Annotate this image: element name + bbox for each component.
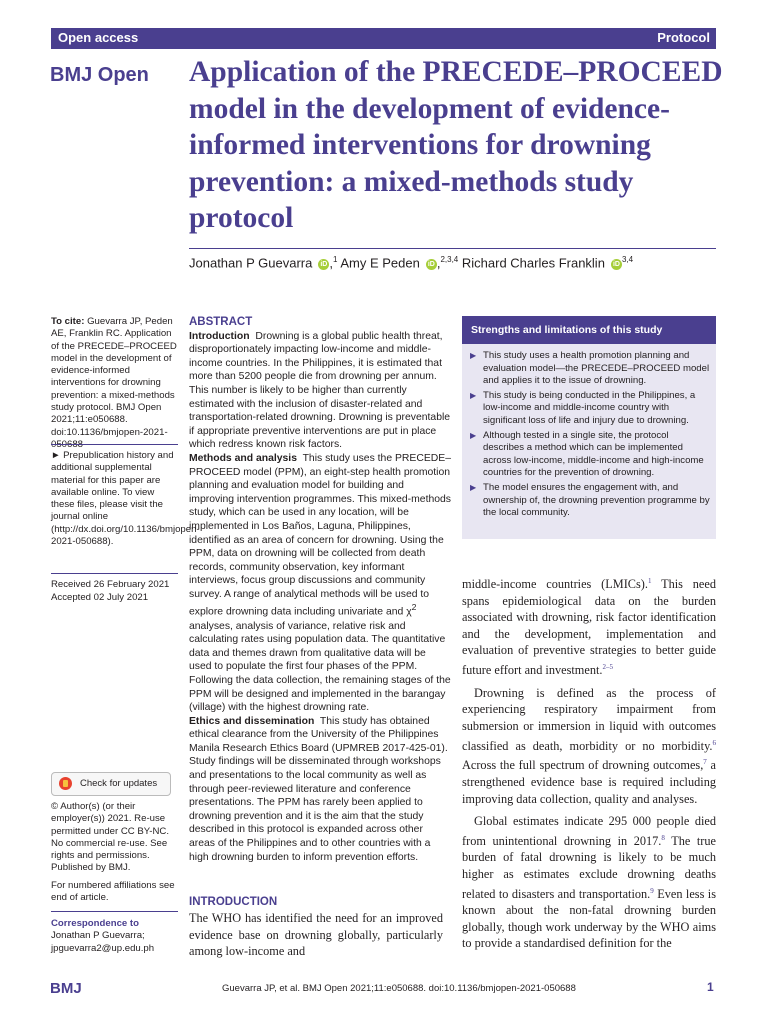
abstract-heading: ABSTRACT xyxy=(189,316,253,328)
orcid-icon[interactable]: iD xyxy=(612,261,620,269)
reference-link[interactable]: 6 xyxy=(712,738,716,747)
open-access-label: Open access xyxy=(58,30,139,45)
affiliations-note: For numbered affiliations see end of article. xyxy=(51,880,175,904)
text-run: Global estimates indicate 295 000 people died from unintentional drowning in 2017. xyxy=(462,814,716,848)
abstract-section-text: Drowning is a global public health threat, disproportionately impacting low-income and middle-income countries. In the Philippines, it is estimated that more than 5200 people die from drowning per annum. This number is likely to be higher than currently estimated with the inclusion of disaster-related and transportation-related drowning. Drowning is preventable if appropriate preventive interventions are put in place which redress known risk factors. xyxy=(189,330,451,451)
abstract-section-label: Introduction xyxy=(189,330,250,342)
crossmark-icon xyxy=(59,777,72,790)
paragraph xyxy=(462,813,716,952)
abstract-methods xyxy=(189,452,451,715)
correspondence-block xyxy=(51,918,179,955)
footer-citation: Guevarra JP, et al. BMJ Open 2021;11:e050688. doi:10.1136/bmjopen-2021-050688 xyxy=(222,983,576,994)
accepted-date: Accepted 02 July 2021 xyxy=(51,592,149,603)
footer-logo[interactable]: BMJ xyxy=(50,980,82,997)
list-item: ▶ Although tested in a single site, the protocol describes a method which can be implemented across low-income, middle-income and high-income countries for the prevention of drowning. xyxy=(470,430,712,480)
received-date: Received 26 February 2021 xyxy=(51,579,170,590)
superscript: 2 xyxy=(411,602,417,613)
sidebar-divider xyxy=(51,444,178,445)
text-run: Even less is known about the non-fatal drowning burden globally, though work underway by the WHO aims to provide a standardised definition for the xyxy=(462,886,717,951)
text-run: Drowning is defined as the process of experiencing respiratory impairment from submersion or immersion in liquid with outcomes classified as death, morbidity or no morbidity. xyxy=(462,685,716,753)
reference-link[interactable]: 2–5 xyxy=(602,663,613,672)
abstract-introduction xyxy=(189,330,451,452)
reference-link[interactable]: 1 xyxy=(647,577,652,585)
copyright-note: © Author(s) (or their employer(s)) 2021. Re-use permitted under CC BY-NC. No commercial re-use. See rights and permissions. Published by BMJ. xyxy=(51,801,170,874)
journal-logo[interactable]: BMJ Open xyxy=(50,64,149,86)
list-item: ▶ The model ensures the engagement with, and ownership of, the drowning prevention programme by the local community. xyxy=(470,482,712,520)
reference-link[interactable]: 8 xyxy=(661,833,665,842)
author-affiliation: 1 xyxy=(332,255,338,264)
correspondence-heading: Correspondence to xyxy=(51,918,139,929)
author-name[interactable]: Amy E Peden xyxy=(340,255,420,271)
author-name[interactable]: Jonathan P Guevarra xyxy=(189,255,313,271)
citation-block xyxy=(51,316,179,451)
cite-text: Guevarra JP, Peden AE, Franklin RC. Application of the PRECEDE–PROCEED model in the development of evidence-informed interventions for drowning prevention: a mixed-methods study protocol. BMJ Open 2021;11:e050688. doi:10.1136/bmjopen-2021- xyxy=(51,316,177,438)
abstract xyxy=(189,316,451,864)
list-item: ▶ This study uses a health promotion planning and evaluation model—the PRECEDE–PROCEED model and applies it to the issue of drowning. xyxy=(470,350,712,388)
reference-link[interactable]: 9 xyxy=(650,886,654,895)
reference-link[interactable]: 7 xyxy=(703,758,707,767)
title-divider xyxy=(189,248,716,249)
abstract-section-text: This study uses the PRECEDE–PROCEED model (PPM), an eight-step health promotion planning and evaluation model for building and improving intervention programmes. This mixed-methods study, which can be used in any location, will be implemented in Los Baños, Laguna, Philippines, identified as an area of concern for drowning. Using the PPM, data on drowning will be collected from death records, community observation, key informant interviews, focus group discussions and community survey. A range of analytical methods will be used to explore drowning data including univariate and χ xyxy=(189,452,451,618)
header-bar xyxy=(51,28,716,49)
paragraph xyxy=(462,573,716,679)
orcid-icon[interactable]: iD xyxy=(427,261,435,269)
strengths-box-heading: Strengths and limitations of this study xyxy=(471,324,663,336)
text-run: middle-income countries (LMICs). xyxy=(462,577,648,592)
article-type-label: Protocol xyxy=(657,30,710,45)
strengths-box-header xyxy=(462,316,716,344)
text-run: Across the full spectrum of drowning outcomes, xyxy=(462,758,704,773)
cite-label: To cite: xyxy=(51,316,85,327)
text-run: The true burden of fatal drowning is likely to be much higher as estimates exclude drowning deaths related to disasters and transportation. xyxy=(462,833,716,901)
author-name[interactable]: Richard Charles Franklin xyxy=(461,255,605,271)
abstract-section-text: analyses, analysis of variance, relative risk and calculating rates using population data. The quantitative data and themes drawn from qualitative data will be used to populate the first four phases of the PPM. Following the data collection, the remaining stages of the PPM will be designed and implemented in the barangay (village) with the highest drowning rate. xyxy=(189,620,451,714)
list-item: ▶ This study is being conducted in the Philippines, a low-income and middle-income country with significant loss of life and injury due to drowning. xyxy=(470,390,712,428)
paragraph xyxy=(462,685,716,807)
author-affiliation: 2,3,4 xyxy=(440,255,459,264)
author-list: Jonathan P Guevarra iD ,$^1$ Amy E Peden iD ,$^{2,3,4}$ Richard Charles Franklin iD$^{3,4}$ xyxy=(189,255,634,271)
page-number: 1 xyxy=(707,980,714,994)
introduction-text: The WHO has identified the need for an improved evidence base on drowning globally, particularly among low-income and xyxy=(189,911,443,959)
author-affiliation: 3,4 xyxy=(621,255,634,264)
text-run: a strengthened evidence base is required including improving data collection, quality and analyses. xyxy=(462,758,716,806)
check-for-updates-label: Check for updates xyxy=(80,778,158,789)
check-for-updates-button[interactable] xyxy=(51,772,171,796)
body-text xyxy=(462,573,716,958)
article-title: Application of the PRECEDE–PROCEED model in the development of evidence-informed interventions for drowning prevention: a mixed-methods study protocol xyxy=(189,56,723,234)
sidebar-divider xyxy=(51,911,178,912)
correspondence-name: Jonathan P Guevarra; xyxy=(51,930,145,942)
abstract-ethics xyxy=(189,715,451,865)
orcid-icon[interactable]: iD xyxy=(320,261,328,269)
abstract-section-label: Ethics and dissemination xyxy=(189,715,315,727)
correspondence-email[interactable]: jpguevarra2@up.edu.ph xyxy=(51,942,155,954)
strengths-list xyxy=(470,350,712,522)
sidebar-divider xyxy=(51,573,178,574)
abstract-section-text: This study has obtained ethical clearance from the University of the Philippines Manila Research Ethics Board (UPMREB 2017-425-01). Study findings will be disseminated through workshops and presentations to the local community as well as through peer-reviewed literature and conference presentations. The PPM has rarely been applied to drowning prevention and it is the aim that the study described in this protocol is expanded across other areas of the Philippines and to other countries with a high drowning burden to inform prevention efforts. xyxy=(189,715,448,863)
introduction-heading: INTRODUCTION xyxy=(189,896,278,908)
text-run: This need spans epidemiological data on the burden associated with drowning, risk factor identification and the development, implementation and evaluation of preventive strategies to better guide future effort and investment. xyxy=(462,577,716,678)
prepub-note[interactable]: ► Prepublication history and additional supplemental material for this paper are available online. To view these files, please visit the journal online (http://dx.doi.org/10.1136/bmjopen-2021-050688). xyxy=(51,450,200,548)
abstract-section-label: Methods and analysis xyxy=(189,452,297,464)
